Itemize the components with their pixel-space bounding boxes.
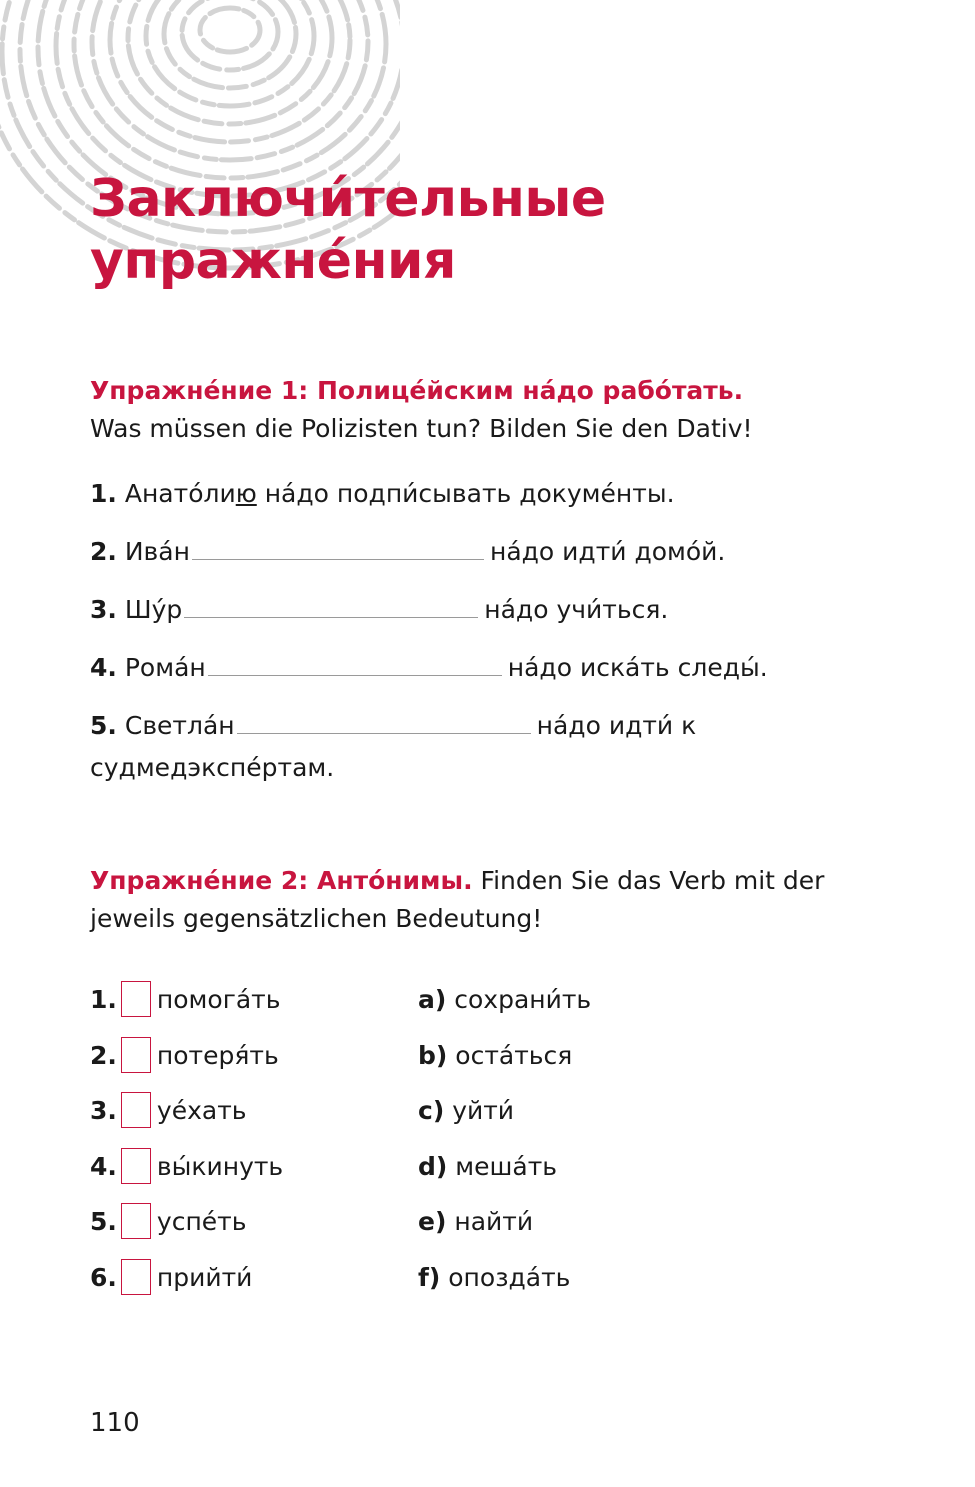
item-number: 2. — [90, 1041, 117, 1070]
item-number: 4. — [90, 1152, 117, 1181]
page-title-line1: Заключи́тельные — [90, 169, 606, 229]
exercise1-item-3 — [90, 590, 668, 630]
antonym-option — [418, 978, 591, 1022]
item-number: 3. — [90, 1096, 117, 1125]
option-verb: меша́ть — [455, 1152, 558, 1181]
antonym-option — [418, 1089, 514, 1133]
antonym-option — [418, 1034, 572, 1078]
item-number: 4. — [90, 653, 117, 682]
exercise1-item-1 — [90, 474, 675, 514]
item-number: 5. — [90, 1207, 117, 1236]
option-letter: f) — [418, 1263, 441, 1292]
option-verb: сохрани́ть — [454, 985, 592, 1014]
item-number: 2. — [90, 537, 117, 566]
option-verb: оста́ться — [455, 1041, 573, 1070]
antonym-option — [418, 1200, 533, 1244]
antonym-option — [418, 1145, 557, 1189]
option-letter: b) — [418, 1041, 448, 1070]
antonym-left — [90, 1145, 283, 1189]
item-text-end: на́до идти́ домо́й. — [489, 537, 726, 566]
item-text-end: на́до иска́ть следы́. — [507, 653, 768, 682]
exercise2-row-1 — [90, 978, 790, 1022]
antonym-left — [90, 1034, 279, 1078]
item-text-start: Светла́н — [124, 711, 235, 740]
exercise2-heading — [90, 862, 890, 938]
option-letter: d) — [418, 1152, 448, 1181]
antonym-left — [90, 1256, 252, 1300]
item-text-start: Рома́н — [124, 653, 206, 682]
verb: уе́хать — [156, 1096, 247, 1125]
antonym-left — [90, 978, 280, 1022]
exercise2-row-6 — [90, 1256, 790, 1300]
item-underlined-ending: ю — [235, 479, 257, 508]
page-number: 110 — [90, 1408, 140, 1438]
exercise2-row-3 — [90, 1089, 790, 1133]
verb: прийти́ — [156, 1263, 253, 1292]
exercise1-item-5 — [90, 706, 696, 746]
exercise2-row-2 — [90, 1034, 790, 1078]
exercise2-instruction: Finden Sie das Verb mit der jeweils gegensätzlichen Bedeutung! — [90, 866, 825, 933]
answer-checkbox[interactable] — [121, 981, 151, 1017]
answer-checkbox[interactable] — [121, 1259, 151, 1295]
item-text-start: Шу́р — [124, 595, 183, 624]
item-text-end: на́до подпи́сывать докуме́нты. — [256, 479, 675, 508]
exercise2-row-5 — [90, 1200, 790, 1244]
item-number: 5. — [90, 711, 117, 740]
answer-checkbox[interactable] — [121, 1203, 151, 1239]
option-verb: найти́ — [454, 1207, 534, 1236]
option-letter: c) — [418, 1096, 445, 1125]
answer-blank[interactable] — [208, 653, 502, 676]
exercise1-item-4 — [90, 648, 768, 688]
answer-blank[interactable] — [237, 711, 531, 734]
item-text-start: Анато́ли — [124, 479, 236, 508]
option-verb: уйти́ — [452, 1096, 515, 1125]
antonym-left — [90, 1200, 246, 1244]
answer-checkbox[interactable] — [121, 1148, 151, 1184]
page-title — [90, 168, 606, 292]
exercise1-title: Упражне́ние 1: Полице́йским на́до рабо́тать. — [90, 376, 744, 405]
exercise1-item-5-continuation: судмедэкспе́ртам. — [90, 753, 335, 782]
answer-blank[interactable] — [184, 595, 478, 618]
exercise1-instruction: Was müssen die Polizisten tun? Bilden Sie den Dativ! — [90, 414, 753, 443]
item-number: 6. — [90, 1263, 117, 1292]
exercise1-heading — [90, 372, 890, 448]
option-letter: e) — [418, 1207, 447, 1236]
antonym-option — [418, 1256, 570, 1300]
exercise2-row-4 — [90, 1145, 790, 1189]
verb: потеря́ть — [156, 1041, 279, 1070]
exercise2-title: Упражне́ние 2: Анто́нимы. — [90, 866, 473, 895]
verb: помога́ть — [156, 985, 281, 1014]
answer-checkbox[interactable] — [121, 1037, 151, 1073]
answer-checkbox[interactable] — [121, 1092, 151, 1128]
item-text-start: Ива́н — [124, 537, 190, 566]
answer-blank[interactable] — [192, 537, 484, 560]
verb: успе́ть — [156, 1207, 247, 1236]
item-number: 1. — [90, 479, 117, 508]
item-number: 3. — [90, 595, 117, 624]
antonym-left — [90, 1089, 247, 1133]
item-number: 1. — [90, 985, 117, 1014]
item-text-end: на́до учи́ться. — [484, 595, 669, 624]
option-verb: опозда́ть — [448, 1263, 571, 1292]
option-letter: a) — [418, 985, 447, 1014]
verb: вы́кинуть — [156, 1152, 284, 1181]
page-title-line2: упражне́ния — [90, 231, 456, 291]
exercise1-item-2 — [90, 532, 725, 572]
item-text-end: на́до идти́ к — [536, 711, 697, 740]
